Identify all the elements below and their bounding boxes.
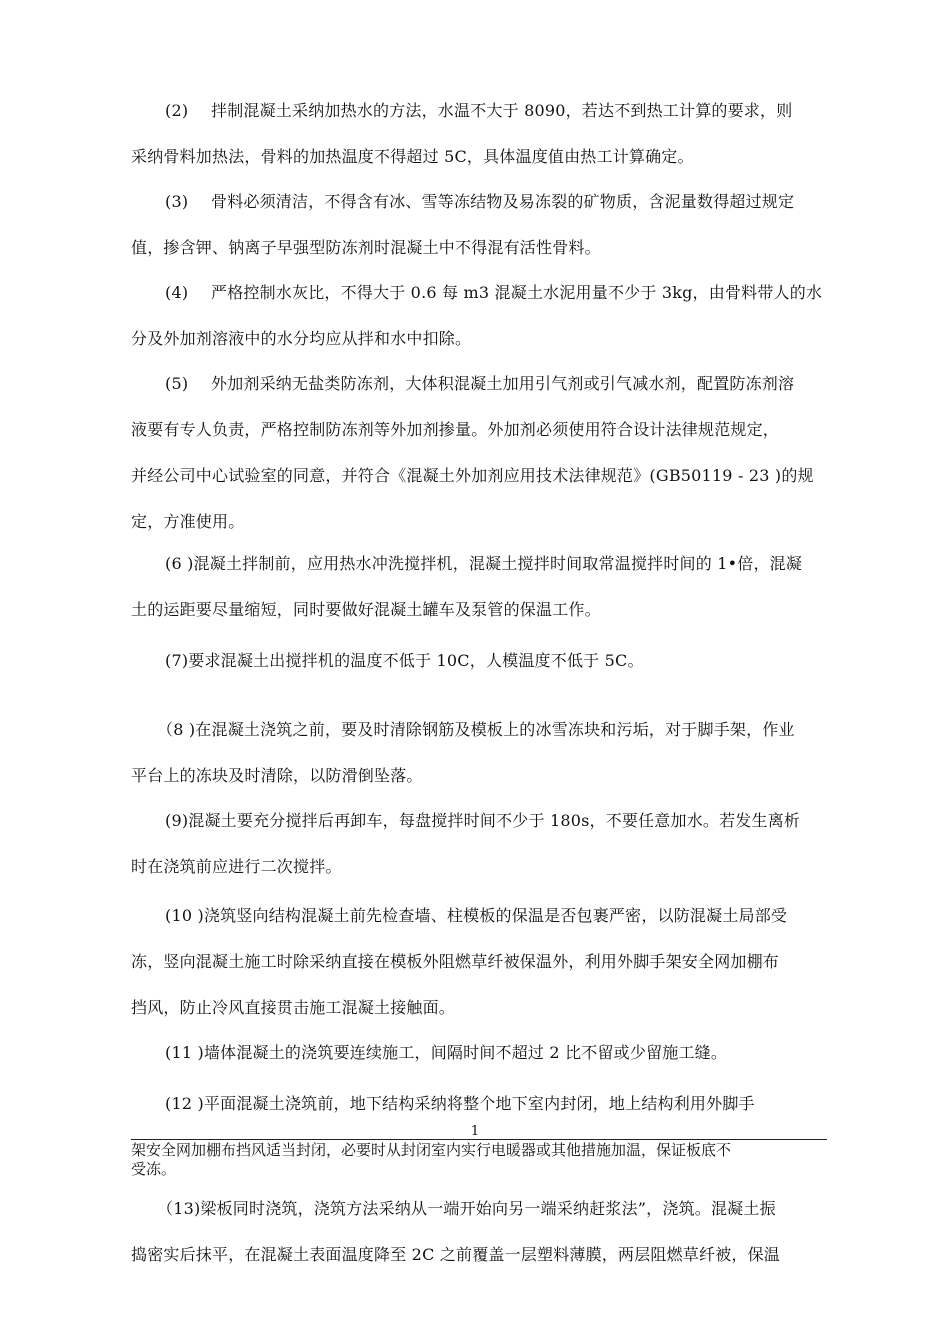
paragraph-5: [131, 361, 827, 545]
footnote-line: 受冻。: [131, 1160, 177, 1178]
paragraph-line: 捣密实后抹平，在混凝土表面温度降至 2C 之前覆盖一层塑料薄膜，两层阻燃草纤被，保温: [131, 1245, 780, 1264]
paragraph-11: [131, 1030, 827, 1076]
paragraph-line: （13)梁板同时浇筑，浇筑方法采纳从一端开始向另一端采纳赶浆法”，浇筑。混凝土振: [157, 1199, 776, 1218]
item-number: (4): [165, 283, 189, 302]
footer-divider: [131, 1139, 827, 1140]
item-number: (3): [165, 192, 189, 211]
paragraph-line: (6 )混凝土拌制前，应用热水冲洗搅拌机，混凝土搅拌时间取常温搅拌时间的 1•倍，混凝: [165, 554, 803, 573]
paragraph-10: [131, 893, 827, 1031]
paragraph-line: 时在浇筑前应进行二次搅拌。: [131, 857, 342, 876]
paragraph-line: 严格控制水灰比，不得大于 0.6 每 m3 混凝土水泥用量不少于 3kg，由骨料带人的水: [211, 283, 823, 302]
paragraph-13: [131, 1186, 827, 1278]
paragraph-line: 外加剂采纳无盐类防冻剂，大体积混凝土加用引气剂或引气减水剂，配置防冻剂溶: [211, 374, 795, 393]
paragraph-line: (10 )浇筑竖向结构混凝土前先检查墙、柱模板的保温是否包裹严密，以防混凝土局部受: [165, 906, 788, 925]
paragraph-4: [131, 270, 827, 362]
paragraph-line: 分及外加剂溶液中的水分均应从拌和水中扣除。: [131, 329, 472, 348]
paragraph-12: [131, 1081, 827, 1127]
footnote-text: [131, 1141, 827, 1179]
paragraph-line: 挡风，防止冷风直接贯击施工混凝土接触面。: [131, 998, 456, 1017]
footnote-line: 架安全网加棚布挡风适当封闭，必要时从封闭室内实行电暖器或其他措施加温，保证板底不: [131, 1141, 732, 1159]
paragraph-line: 定，方准使用。: [131, 512, 245, 531]
paragraph-line: 冻，竖向混凝土施工时除采纳直接在模板外阻燃草纤被保温外，利用外脚手架安全网加棚布: [131, 952, 780, 971]
item-number: (2): [165, 101, 189, 120]
paragraph-line: 土的运距要尽量缩短，同时要做好混凝土罐车及泵管的保温工作。: [131, 600, 601, 619]
paragraph-line: 拌制混凝土采纳加热水的方法，水温不大于 8090，若达不到热工计算的要求，则: [211, 101, 793, 120]
paragraph-line: (11 )墙体混凝土的浇筑要连续施工，间隔时间不超过 2 比不留或少留施工缝。: [165, 1043, 728, 1062]
paragraph-line: 值，掺含钾、钠离子早强型防冻剂时混凝土中不得混有活性骨料。: [131, 238, 601, 257]
item-number: (5): [165, 374, 189, 393]
paragraph-7: [131, 638, 827, 684]
paragraph-6: [131, 541, 827, 633]
paragraph-8: [131, 707, 827, 799]
paragraph-line: （8 )在混凝土浇筑之前，要及时清除钢筋及模板上的冰雪冻块和污垢，对于脚手架，作业: [157, 720, 795, 739]
paragraph-3: [131, 179, 827, 271]
paragraph-9: [131, 798, 827, 890]
paragraph-line: 采纳骨料加热法，骨料的加热温度不得超过 5C，具体温度值由热工计算确定。: [131, 147, 694, 166]
paragraph-line: 并经公司中心试验室的同意，并符合《混凝土外加剂应用技术法律规范》(GB50119 - 23 )的规: [131, 466, 814, 485]
paragraph-line: (9)混凝土要充分搅拌后再卸车，每盘搅拌时间不少于 180s，不要任意加水。若发生离析: [165, 811, 801, 830]
paragraph-line: 液要有专人负责，严格控制防冻剂等外加剂掺量。外加剂必须使用符合设计法律规范规定，: [131, 420, 780, 439]
paragraph-line: (12 )平面混凝土浇筑前，地下结构采纳将整个地下室内封闭，地上结构利用外脚手: [165, 1094, 755, 1113]
paragraph-line: 骨料必须清洁，不得含有冰、雪等冻结物及易冻裂的矿物质，含泥量数得超过规定: [211, 192, 795, 211]
paragraph-2: [131, 88, 827, 180]
page-number: 1: [470, 1124, 480, 1139]
paragraph-line: (7)要求混凝土出搅拌机的温度不低于 10C，人模温度不低于 5C。: [165, 651, 644, 670]
paragraph-line: 平台上的冻块及时清除，以防滑倒坠落。: [131, 766, 423, 785]
